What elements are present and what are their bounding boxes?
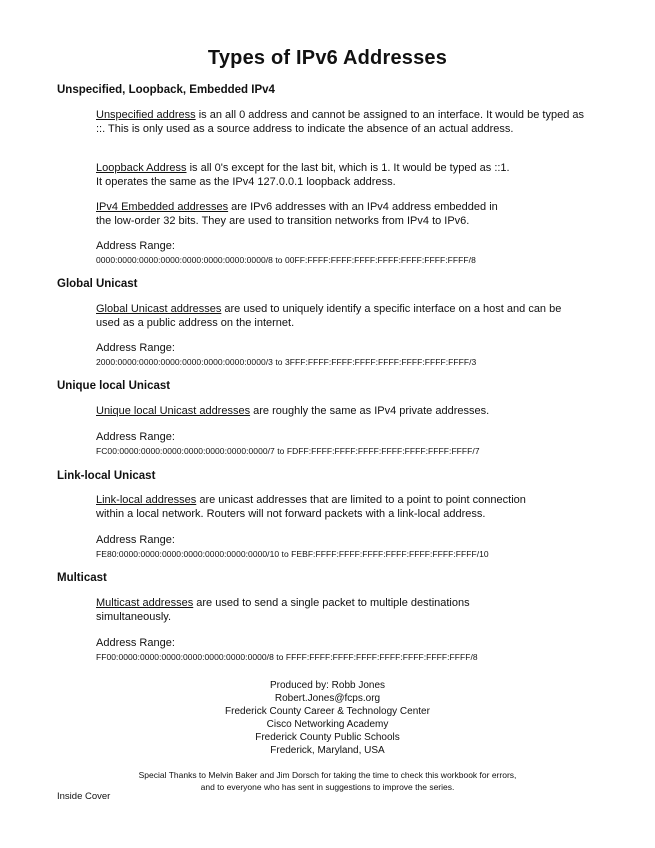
- unspecified-address-text: is an all 0 address and cannot be assigned to an interface. It would be typed as ::. This is only used as a source address to indicate the absence of an actual address.: [96, 109, 584, 135]
- section-heading-unique-local: Unique local Unicast: [57, 380, 171, 392]
- link-local-text: are unicast addresses that are limited to a point to point connection: [196, 494, 526, 506]
- global-unicast-text: are used to uniquely identify a specific interface on a host and can be used as a public address on the internet.: [96, 303, 562, 329]
- loopback-address-text-line2: It operates the same as the IPv4 127.0.0.1 loopback address.: [96, 176, 396, 188]
- link-local-paragraph: [96, 493, 586, 521]
- unique-local-paragraph: [96, 404, 586, 418]
- multicast-term: Multicast addresses: [96, 597, 194, 609]
- thanks-line-1: Special Thanks to Melvin Baker and Jim Dorsch for taking the time to check this workbook for errors,: [138, 770, 517, 780]
- address-range-value: FF00:0000:0000:0000:0000:0000:0000:0000/8 to FFFF:FFFF:FFFF:FFFF:FFFF:FFFF:FFFF:FFFF/8: [96, 652, 478, 662]
- address-range-label: Address Range:: [96, 637, 175, 649]
- loopback-address-text: is all 0's except for the last bit, which is 1. It would be typed as ::1.: [186, 162, 510, 174]
- section-heading-multicast: Multicast: [57, 572, 107, 584]
- multicast-text-line2: simultaneously.: [96, 611, 171, 623]
- link-local-text-line2: within a local network. Routers will not forward packets with a link-local address.: [96, 508, 486, 520]
- ipv4-embedded-paragraph: [96, 200, 586, 228]
- unspecified-address-paragraph: [96, 108, 586, 136]
- multicast-text: are used to send a single packet to multiple destinations: [193, 597, 470, 609]
- thanks-block: [0, 769, 655, 793]
- credits-schools: Frederick County Public Schools: [255, 732, 400, 743]
- unique-local-term: Unique local Unicast addresses: [96, 405, 251, 417]
- ipv4-embedded-text: are IPv6 addresses with an IPv4 address embedded in: [228, 201, 498, 213]
- address-range-value: 0000:0000:0000:0000:0000:0000:0000:0000/8 to 00FF:FFFF:FFFF:FFFF:FFFF:FFFF:FFFF:FFFF/8: [96, 255, 476, 265]
- address-range-value: 2000:0000:0000:0000:0000:0000:0000:0000/3 to 3FFF:FFFF:FFFF:FFFF:FFFF:FFFF:FFFF:FFFF/3: [96, 357, 477, 367]
- address-range-label: Address Range:: [96, 431, 175, 443]
- address-range-value: FE80:0000:0000:0000:0000:0000:0000:0000/10 to FEBF:FFFF:FFFF:FFFF:FFFF:FFFF:FFFF:FFFF/10: [96, 549, 489, 559]
- section-heading-global-unicast: Global Unicast: [57, 278, 138, 290]
- address-range-value: FC00:0000:0000:0000:0000:0000:0000:0000/7 to FDFF:FFFF:FFFF:FFFF:FFFF:FFFF:FFFF:FFFF/7: [96, 446, 480, 456]
- global-unicast-paragraph: [96, 302, 586, 330]
- section-heading-unspecified-loopback: Unspecified, Loopback, Embedded IPv4: [57, 84, 275, 96]
- credits-block: [0, 679, 655, 757]
- address-range-label: Address Range:: [96, 342, 175, 354]
- link-local-term: Link-local addresses: [96, 494, 197, 506]
- address-range-label: Address Range:: [96, 240, 175, 252]
- section-heading-link-local: Link-local Unicast: [57, 470, 156, 482]
- credits-email: Robert.Jones@fcps.org: [274, 693, 381, 704]
- unique-local-text: are roughly the same as IPv4 private addresses.: [250, 405, 490, 417]
- credits-author: Produced by: Robb Jones: [269, 680, 386, 691]
- loopback-address-paragraph: [96, 161, 586, 189]
- thanks-line-2: and to everyone who has sent in suggestions to improve the series.: [200, 782, 455, 792]
- ipv4-embedded-text-line2: the low-order 32 bits. They are used to transition networks from IPv4 to IPv6.: [96, 215, 470, 227]
- page-title: Types of IPv6 Addresses: [207, 47, 448, 69]
- credits-academy: Cisco Networking Academy: [266, 719, 389, 730]
- multicast-paragraph: [96, 596, 586, 624]
- loopback-address-term: Loopback Address: [96, 162, 187, 174]
- ipv4-embedded-term: IPv4 Embedded addresses: [96, 201, 229, 213]
- global-unicast-term: Global Unicast addresses: [96, 303, 222, 315]
- page-footer: Inside Cover: [57, 791, 111, 802]
- credits-center: Frederick County Career & Technology Center: [225, 706, 430, 717]
- unspecified-address-term: Unspecified address: [96, 109, 196, 121]
- credits-location: Frederick, Maryland, USA: [270, 745, 385, 756]
- address-range-label: Address Range:: [96, 534, 175, 546]
